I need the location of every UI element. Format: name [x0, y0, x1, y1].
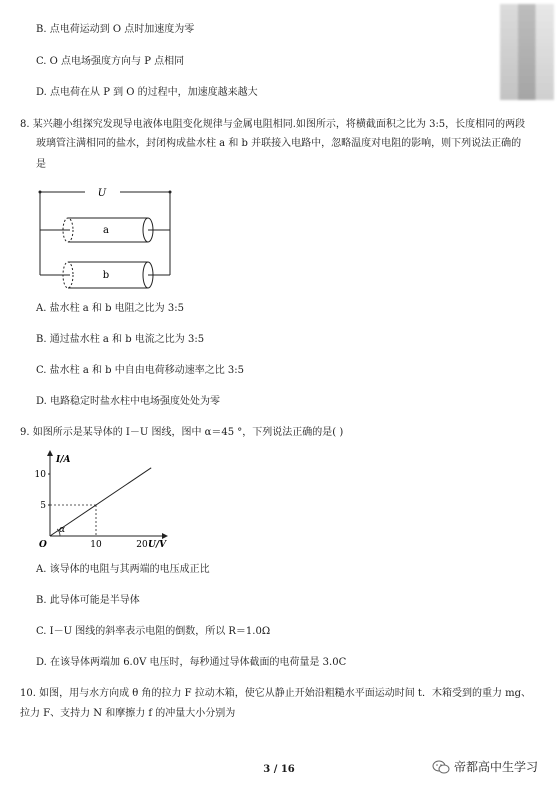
salt-water-circuit-diagram	[30, 180, 180, 290]
x-axis-label: U/V	[148, 540, 167, 548]
tube-b-label: b	[102, 270, 110, 281]
q9-stem: 9. 如图所示是某导体的 I－U 图线，图中 α＝45 °，下列说法正确的是( )	[20, 427, 344, 438]
q8-option-c: C. 盐水柱 a 和 b 中自由电荷移动速率之比 3:5	[36, 365, 245, 376]
brand-name: 帝都高中生学习	[454, 760, 539, 774]
wechat-icon	[432, 759, 450, 775]
q10-stem-line-1: 10. 如图，用与水方向成 θ 角的拉力 F 拉动木箱，使它从静止开始沿粗糙水平面运动时间 t．木箱受到的重力 mg、	[20, 688, 532, 699]
blurred-watermark	[500, 4, 554, 100]
voltage-label: U	[97, 188, 107, 199]
q8-option-b: B. 通过盐水柱 a 和 b 电流之比为 3:5	[36, 334, 205, 345]
x-tick-10: 10	[90, 540, 102, 548]
page-number: 3 / 16	[263, 764, 295, 775]
y-tick-10: 10	[34, 470, 46, 480]
q8-option-a: A. 盐水柱 a 和 b 电阻之比为 3:5	[36, 303, 184, 314]
q7-option-d: D. 点电荷在从 P 到 O 的过程中，加速度越来越大	[36, 87, 258, 98]
y-tick-5: 5	[40, 501, 46, 511]
q7-option-b: B. 点电荷运动到 O 点时加速度为零	[36, 24, 195, 35]
brand-logo	[432, 758, 538, 775]
q9-option-b: B. 此导体可能是半导体	[36, 595, 140, 606]
i-u-graph	[30, 448, 170, 548]
salt-water-tube-a	[63, 218, 153, 242]
q7-option-c: C. O 点电场强度方向与 P 点相同	[36, 56, 185, 67]
origin-label: O	[39, 540, 47, 548]
q8-option-d: D. 电路稳定时盐水柱中电场强度处处为零	[36, 396, 221, 407]
y-axis-label: I/A	[56, 455, 71, 465]
q8-stem-line-2: 玻璃管注满相同的盐水，封闭构成盐水柱 a 和 b 并联接入电路中，忽略温度对电阻的影响，则下列说法正确的	[36, 138, 522, 149]
q9-option-d: D. 在该导体两端加 6.0V 电压时，每秒通过导体截面的电荷量是 3.0C	[36, 657, 347, 668]
tube-a-label: a	[103, 225, 109, 236]
q8-stem-line-3: 是	[36, 159, 46, 170]
x-tick-20: 20	[136, 540, 148, 548]
q9-option-c: C. I－U 图线的斜率表示电阻的倒数，所以 R＝1.0Ω	[36, 626, 271, 637]
i-u-series-line	[50, 468, 151, 536]
q10-stem-line-2: 拉力 F、支持力 N 和摩擦力 f 的冲量大小分别为	[20, 708, 236, 719]
q8-stem-line-1: 8. 某兴趣小组探究发现导电液体电阻变化规律与金属电阻相同.如图所示，将横截面积之比为 3:5，长度相同的两段	[20, 119, 526, 130]
salt-water-tube-b	[63, 262, 153, 288]
angle-label: α	[59, 525, 66, 535]
q9-option-a: A. 该导体的电阻与其两端的电压成正比	[36, 564, 210, 575]
